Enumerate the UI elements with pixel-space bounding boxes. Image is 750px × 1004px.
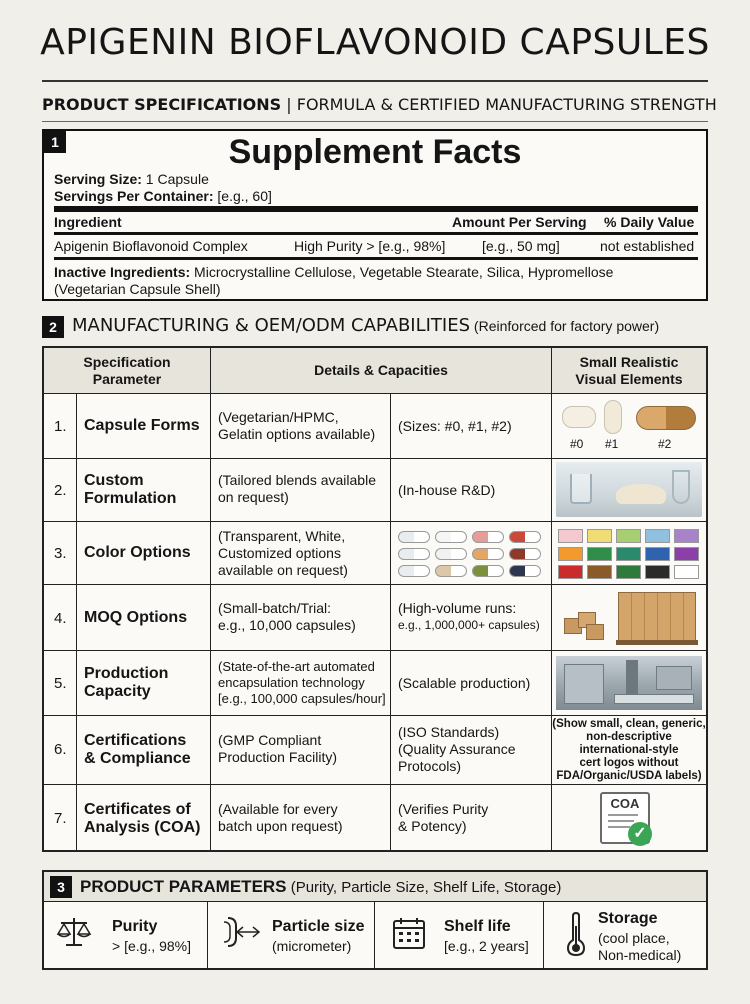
page-title: APIGENIN BIOFLAVONOID CAPSULES xyxy=(40,22,710,63)
capsule-size-label: #1 xyxy=(605,437,619,451)
row-name: Formulation xyxy=(84,490,177,507)
row-detail: batch upon request) xyxy=(218,818,343,834)
machine-panel xyxy=(656,666,692,690)
row-divider xyxy=(44,521,706,522)
row-detail: (ISO Standards) xyxy=(398,724,500,740)
machine-arm xyxy=(626,660,638,694)
row-detail: (Small-batch/Trial: xyxy=(218,600,332,616)
color-capsule xyxy=(509,565,541,577)
row-detail: (Available for every xyxy=(218,801,338,817)
row-number: 7. xyxy=(54,810,67,827)
header-visual-line1: Small Realistic xyxy=(579,353,679,370)
row-detail: (Sizes: #0, #1, #2) xyxy=(398,418,512,434)
col-ingredient: Ingredient xyxy=(54,214,122,230)
header-param xyxy=(44,348,210,394)
table-divider xyxy=(210,348,211,850)
color-capsule xyxy=(398,531,430,543)
row-name: Production xyxy=(84,665,169,682)
table-divider xyxy=(390,394,391,850)
subtitle-rest: FORMULA & CERTIFIED MANUFACTURING STRENGTH xyxy=(296,95,717,114)
section-2-badge: 2 xyxy=(42,316,64,338)
pallet xyxy=(616,640,698,645)
row-divider xyxy=(44,584,706,585)
row-name: & Compliance xyxy=(84,750,191,767)
coa-document-icon xyxy=(600,792,650,844)
param-value: [e.g., 2 years] xyxy=(444,938,529,954)
row-detail: (Tailored blends available xyxy=(218,472,376,488)
ingredient-dv: not established xyxy=(600,238,695,254)
row-detail: Customized options xyxy=(218,545,341,561)
machine-block xyxy=(564,664,604,704)
row-detail: & Potency) xyxy=(398,818,467,834)
servings-value: [e.g., 60] xyxy=(213,188,272,204)
row-detail: Production Facility) xyxy=(218,749,338,765)
row-detail: Protocols) xyxy=(398,758,462,774)
capsule-size-label: #2 xyxy=(658,437,672,451)
header-param-line2: Parameter xyxy=(92,370,162,387)
conveyor xyxy=(614,694,694,704)
row-name: Capacity xyxy=(84,683,151,700)
row-detail: available on request) xyxy=(218,562,348,578)
pallet-boxes xyxy=(618,592,696,642)
param-title: Shelf life xyxy=(444,918,511,935)
row-name: Custom xyxy=(84,472,144,489)
param-value: Non-medical) xyxy=(598,947,682,963)
coa-label: COA xyxy=(610,796,640,811)
color-swatch xyxy=(616,547,641,561)
row-detail: (Vegetarian/HPMC, xyxy=(218,409,339,425)
col-amount: Amount Per Serving xyxy=(452,214,587,230)
cert-note xyxy=(552,718,706,783)
color-capsule xyxy=(509,548,541,560)
header-details: Details & Capacities xyxy=(211,348,551,394)
section-3-badge: 3 xyxy=(50,876,72,898)
color-swatch xyxy=(616,529,641,543)
color-capsule xyxy=(398,565,430,577)
subtitle-rule xyxy=(42,121,708,122)
beaker-icon xyxy=(570,474,592,504)
row-detail: (Verifies Purity xyxy=(398,801,489,817)
row-number: 6. xyxy=(54,741,67,758)
doc-line xyxy=(608,826,630,828)
facts-bottom-rule xyxy=(54,257,698,260)
row-name: Analysis (COA) xyxy=(84,819,201,836)
capsule-size-0 xyxy=(562,406,596,428)
row-name: MOQ Options xyxy=(84,609,188,626)
color-swatch xyxy=(587,529,612,543)
particle-size-icon xyxy=(222,914,262,950)
color-capsule xyxy=(398,548,430,560)
section-3-note: (Purity, Particle Size, Shelf Life, Storage) xyxy=(286,879,562,896)
color-swatch xyxy=(558,547,583,561)
param-title: Particle size xyxy=(272,918,365,935)
row-number: 5. xyxy=(54,675,67,692)
calendar-icon xyxy=(392,916,426,950)
row-detail: encapsulation technology xyxy=(218,675,365,690)
cert-note-line: international-style xyxy=(579,744,679,756)
col-daily-value: % Daily Value xyxy=(604,214,695,230)
facts-header-rule xyxy=(54,232,698,235)
color-swatch xyxy=(558,529,583,543)
header-visual xyxy=(552,348,706,394)
capabilities-table xyxy=(42,346,708,852)
serving-size-label: Serving Size: xyxy=(54,171,142,187)
color-capsule xyxy=(435,531,467,543)
color-capsule xyxy=(435,565,467,577)
param-divider xyxy=(374,902,375,968)
row-divider xyxy=(44,715,706,716)
color-swatch xyxy=(674,565,699,579)
inactive-ingredients-2: (Vegetarian Capsule Shell) xyxy=(54,281,221,297)
flask-icon xyxy=(672,470,690,504)
param-value: (cool place, xyxy=(598,930,670,946)
scale-icon xyxy=(56,914,92,950)
serving-size xyxy=(54,171,209,187)
color-swatch xyxy=(587,565,612,579)
table-divider xyxy=(76,394,77,850)
param-value: > [e.g., 98%] xyxy=(112,938,191,954)
param-title: Purity xyxy=(112,918,158,935)
section-3-heading xyxy=(80,877,561,897)
section-1-badge: 1 xyxy=(44,131,66,153)
row-divider xyxy=(44,458,706,459)
row-detail: on request) xyxy=(218,489,289,505)
color-capsule xyxy=(472,548,504,560)
capsule-color-grid xyxy=(396,528,546,580)
row-divider xyxy=(44,650,706,651)
row-detail: e.g., 10,000 capsules) xyxy=(218,617,356,633)
supplement-facts-title: Supplement Facts xyxy=(228,133,522,171)
ingredient-amount: [e.g., 50 mg] xyxy=(482,238,560,254)
row-detail: (State-of-the-art automated xyxy=(218,659,375,674)
row-detail: (GMP Compliant xyxy=(218,732,322,748)
row-detail: [e.g., 100,000 capsules/hour] xyxy=(218,691,386,706)
capsule-size-label: #0 xyxy=(570,437,584,451)
row-name: Capsule Forms xyxy=(84,417,200,434)
color-swatch-grid xyxy=(556,528,702,580)
color-swatch xyxy=(645,547,670,561)
section-2-heading xyxy=(72,315,659,336)
color-swatch xyxy=(674,529,699,543)
row-detail: Gelatin options available) xyxy=(218,426,376,442)
param-title: Storage xyxy=(598,910,658,927)
row-detail: (Transparent, White, xyxy=(218,528,346,544)
doc-line xyxy=(608,820,634,822)
color-swatch xyxy=(616,565,641,579)
color-swatch xyxy=(645,529,670,543)
param-value: (micrometer) xyxy=(272,938,352,954)
inactive-ingredients xyxy=(54,264,613,280)
row-detail: (High-volume runs: xyxy=(398,600,517,616)
servings-per-container xyxy=(54,188,272,204)
product-parameters-panel xyxy=(42,870,708,970)
row-name: Certifications xyxy=(84,732,187,749)
row-detail: (Scalable production) xyxy=(398,675,531,691)
small-box xyxy=(586,624,604,640)
color-swatch xyxy=(558,565,583,579)
color-capsule xyxy=(472,565,504,577)
section-3-header xyxy=(44,872,706,902)
color-swatch xyxy=(587,547,612,561)
subtitle-bold: PRODUCT SPECIFICATIONS xyxy=(42,95,282,114)
row-name: Certificates of xyxy=(84,801,191,818)
row-divider xyxy=(44,784,706,785)
color-swatch xyxy=(645,565,670,579)
color-capsule xyxy=(509,531,541,543)
title-rule xyxy=(42,80,708,82)
ingredient-purity: High Purity > [e.g., 98%] xyxy=(294,238,446,254)
row-number: 2. xyxy=(54,482,67,499)
page-subtitle xyxy=(42,95,717,114)
servings-label: Servings Per Container: xyxy=(54,188,214,204)
inactive-label: Inactive Ingredients: xyxy=(54,264,191,280)
color-swatch xyxy=(674,547,699,561)
section-2-note: (Reinforced for factory power) xyxy=(470,318,660,334)
subtitle-separator: | xyxy=(281,95,297,114)
header-param-line1: Specification xyxy=(83,353,171,370)
lab-photo xyxy=(556,462,702,517)
ingredient-name: Apigenin Bioflavonoid Complex xyxy=(54,238,248,254)
row-name: Color Options xyxy=(84,544,191,561)
cert-note-line: FDA/Organic/USDA labels) xyxy=(556,770,702,782)
facts-thick-rule xyxy=(54,206,698,212)
row-number: 4. xyxy=(54,610,67,627)
color-capsule xyxy=(472,531,504,543)
serving-size-value: 1 Capsule xyxy=(141,171,209,187)
section-2-title: MANUFACTURING & OEM/ODM CAPABILITIES xyxy=(72,315,471,336)
capsule-size-1 xyxy=(604,400,622,434)
doc-line xyxy=(608,814,638,816)
cert-note-line: (Show small, clean, generic, xyxy=(552,718,706,730)
param-divider xyxy=(207,902,208,968)
row-detail: (Quality Assurance xyxy=(398,741,516,757)
cert-note-line: cert logos without xyxy=(579,757,679,769)
color-capsule xyxy=(435,548,467,560)
capsule-size-2 xyxy=(636,406,696,430)
powder-pile xyxy=(616,484,666,504)
row-number: 1. xyxy=(54,418,67,435)
cert-note-line: non-descriptive xyxy=(586,731,672,743)
machine-photo xyxy=(556,656,702,710)
row-detail: e.g., 1,000,000+ capsules) xyxy=(398,618,540,632)
supplement-facts-panel xyxy=(42,129,708,301)
section-3-title: PRODUCT PARAMETERS xyxy=(80,877,287,896)
param-divider xyxy=(543,902,544,968)
header-visual-line2: Visual Elements xyxy=(575,370,683,387)
check-icon: ✓ xyxy=(628,822,652,846)
row-number: 3. xyxy=(54,545,67,562)
thermometer-icon xyxy=(566,912,586,956)
inactive-value: Microcrystalline Cellulose, Vegetable Stearate, Silica, Hypromellose xyxy=(190,264,614,280)
row-detail: (In-house R&D) xyxy=(398,482,496,498)
